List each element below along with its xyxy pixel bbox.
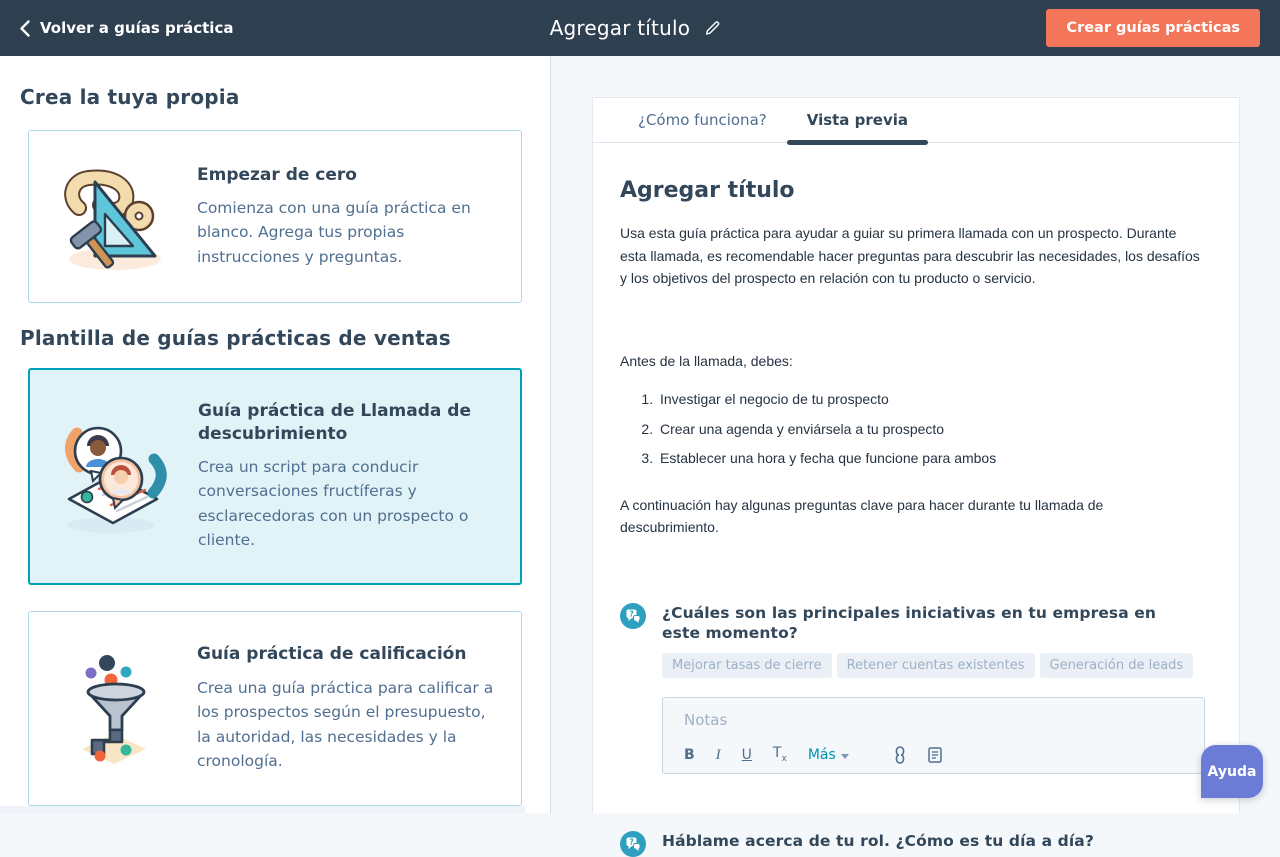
- italic-button[interactable]: I: [715, 746, 721, 763]
- intro-paragraph: Usa esta guía práctica para ayudar a guiar su primera llamada con un prospecto. Durante esta llamada, es recomendable hacer preguntas para descubrir las necesidades, los desafíos y los objetivos del prospecto en relación con tu producto o servicio.: [620, 225, 1200, 286]
- svg-text:?: ?: [629, 837, 634, 847]
- question-block-1: [620, 603, 1205, 645]
- playbook-title[interactable]: Agregar título: [549, 16, 691, 40]
- before-call-steps: [620, 388, 1205, 470]
- preview-tabbar: [593, 98, 1239, 143]
- clear-formatting-button[interactable]: $T_x$: [772, 745, 787, 765]
- sidebar-bottom-strip: [0, 806, 525, 813]
- preview-panel: [592, 97, 1240, 851]
- template-sidebar: [0, 56, 551, 813]
- ruler-tape-hammer-illustration: [53, 158, 175, 276]
- chevron-left-icon: [20, 20, 30, 37]
- back-link-label: Volver a guías práctica: [40, 19, 234, 37]
- underline-button[interactable]: U: [741, 747, 752, 764]
- more-formatting-button[interactable]: Más: [808, 748, 849, 762]
- tab-how-it-works[interactable]: ¿Cómo funciona?: [638, 111, 767, 129]
- step-item: 2. Crear una agenda y enviársela a tu prospecto: [657, 418, 1205, 441]
- template-card-description: Crea un script para conducir conversaciones fructíferas y esclarecedoras con un prospecto o cliente.: [198, 457, 469, 550]
- outro-paragraph: A continuación hay algunas preguntas clave para hacer durante tu llamada de descubrimiento.: [620, 496, 1104, 535]
- template-card-description: Crea una guía práctica para calificar a los prospectos según el presupuesto, la autoridad, las necesidades y la cronología.: [197, 678, 494, 771]
- step-item: 1. Investigar el negocio de tu prospecto: [657, 388, 1205, 411]
- section-title-own: Crea la tuya propia: [20, 85, 240, 109]
- qualification-funnel-illustration: [53, 650, 175, 768]
- preview-title: Agregar título: [620, 178, 795, 203]
- question-block-2: [620, 831, 1205, 857]
- step-item: 3. Establecer una hora y fecha que funcione para ambos: [657, 447, 1205, 470]
- template-card-discovery-call[interactable]: [28, 368, 522, 585]
- template-card-qualification[interactable]: [28, 611, 522, 806]
- answer-tag[interactable]: Retener cuentas existentes: [837, 653, 1035, 678]
- chevron-down-icon: [841, 754, 849, 759]
- template-card-title: Guía práctica de calificación: [197, 644, 467, 665]
- template-card-description: Comienza con una guía práctica en blanco. Agrega tus propias instrucciones y preguntas.: [197, 198, 471, 266]
- svg-text:?: ?: [629, 608, 634, 618]
- question-text: ¿Cuáles son las principales iniciativas en tu empresa en este momento?: [662, 603, 1157, 643]
- notes-toolbar: [684, 746, 942, 764]
- question-chat-icon: [620, 831, 646, 857]
- template-card-title: Empezar de cero: [197, 164, 357, 185]
- template-card-title: Guía práctica de Llamada de descubrimiento: [198, 401, 471, 444]
- tab-preview[interactable]: Vista previa: [787, 98, 928, 142]
- insert-snippet-button[interactable]: [928, 747, 942, 763]
- section-title-templates: Plantilla de guías prácticas de ventas: [20, 326, 451, 350]
- discovery-call-illustration: [54, 415, 176, 539]
- question-chat-icon: [620, 603, 646, 629]
- question-text: Háblame acerca de tu rol. ¿Cómo es tu día a día?: [662, 832, 1094, 851]
- answer-tag[interactable]: Generación de leads: [1040, 653, 1194, 678]
- before-call-label: Antes de la llamada, debes:: [620, 352, 793, 369]
- create-playbooks-button[interactable]: Crear guías prácticas: [1046, 9, 1260, 47]
- notes-editor[interactable]: [662, 697, 1205, 774]
- help-button[interactable]: Ayuda: [1201, 745, 1263, 798]
- notes-placeholder: Notas: [684, 711, 728, 730]
- back-link[interactable]: [20, 19, 233, 37]
- template-card-start-from-scratch[interactable]: [28, 130, 522, 303]
- bold-button[interactable]: B: [684, 747, 695, 764]
- answer-tag[interactable]: Mejorar tasas de cierre: [662, 653, 832, 678]
- answer-tags-row: [662, 653, 1205, 678]
- top-bar: [0, 0, 1280, 56]
- edit-pencil-icon[interactable]: [704, 20, 720, 36]
- insert-link-button[interactable]: [893, 746, 907, 764]
